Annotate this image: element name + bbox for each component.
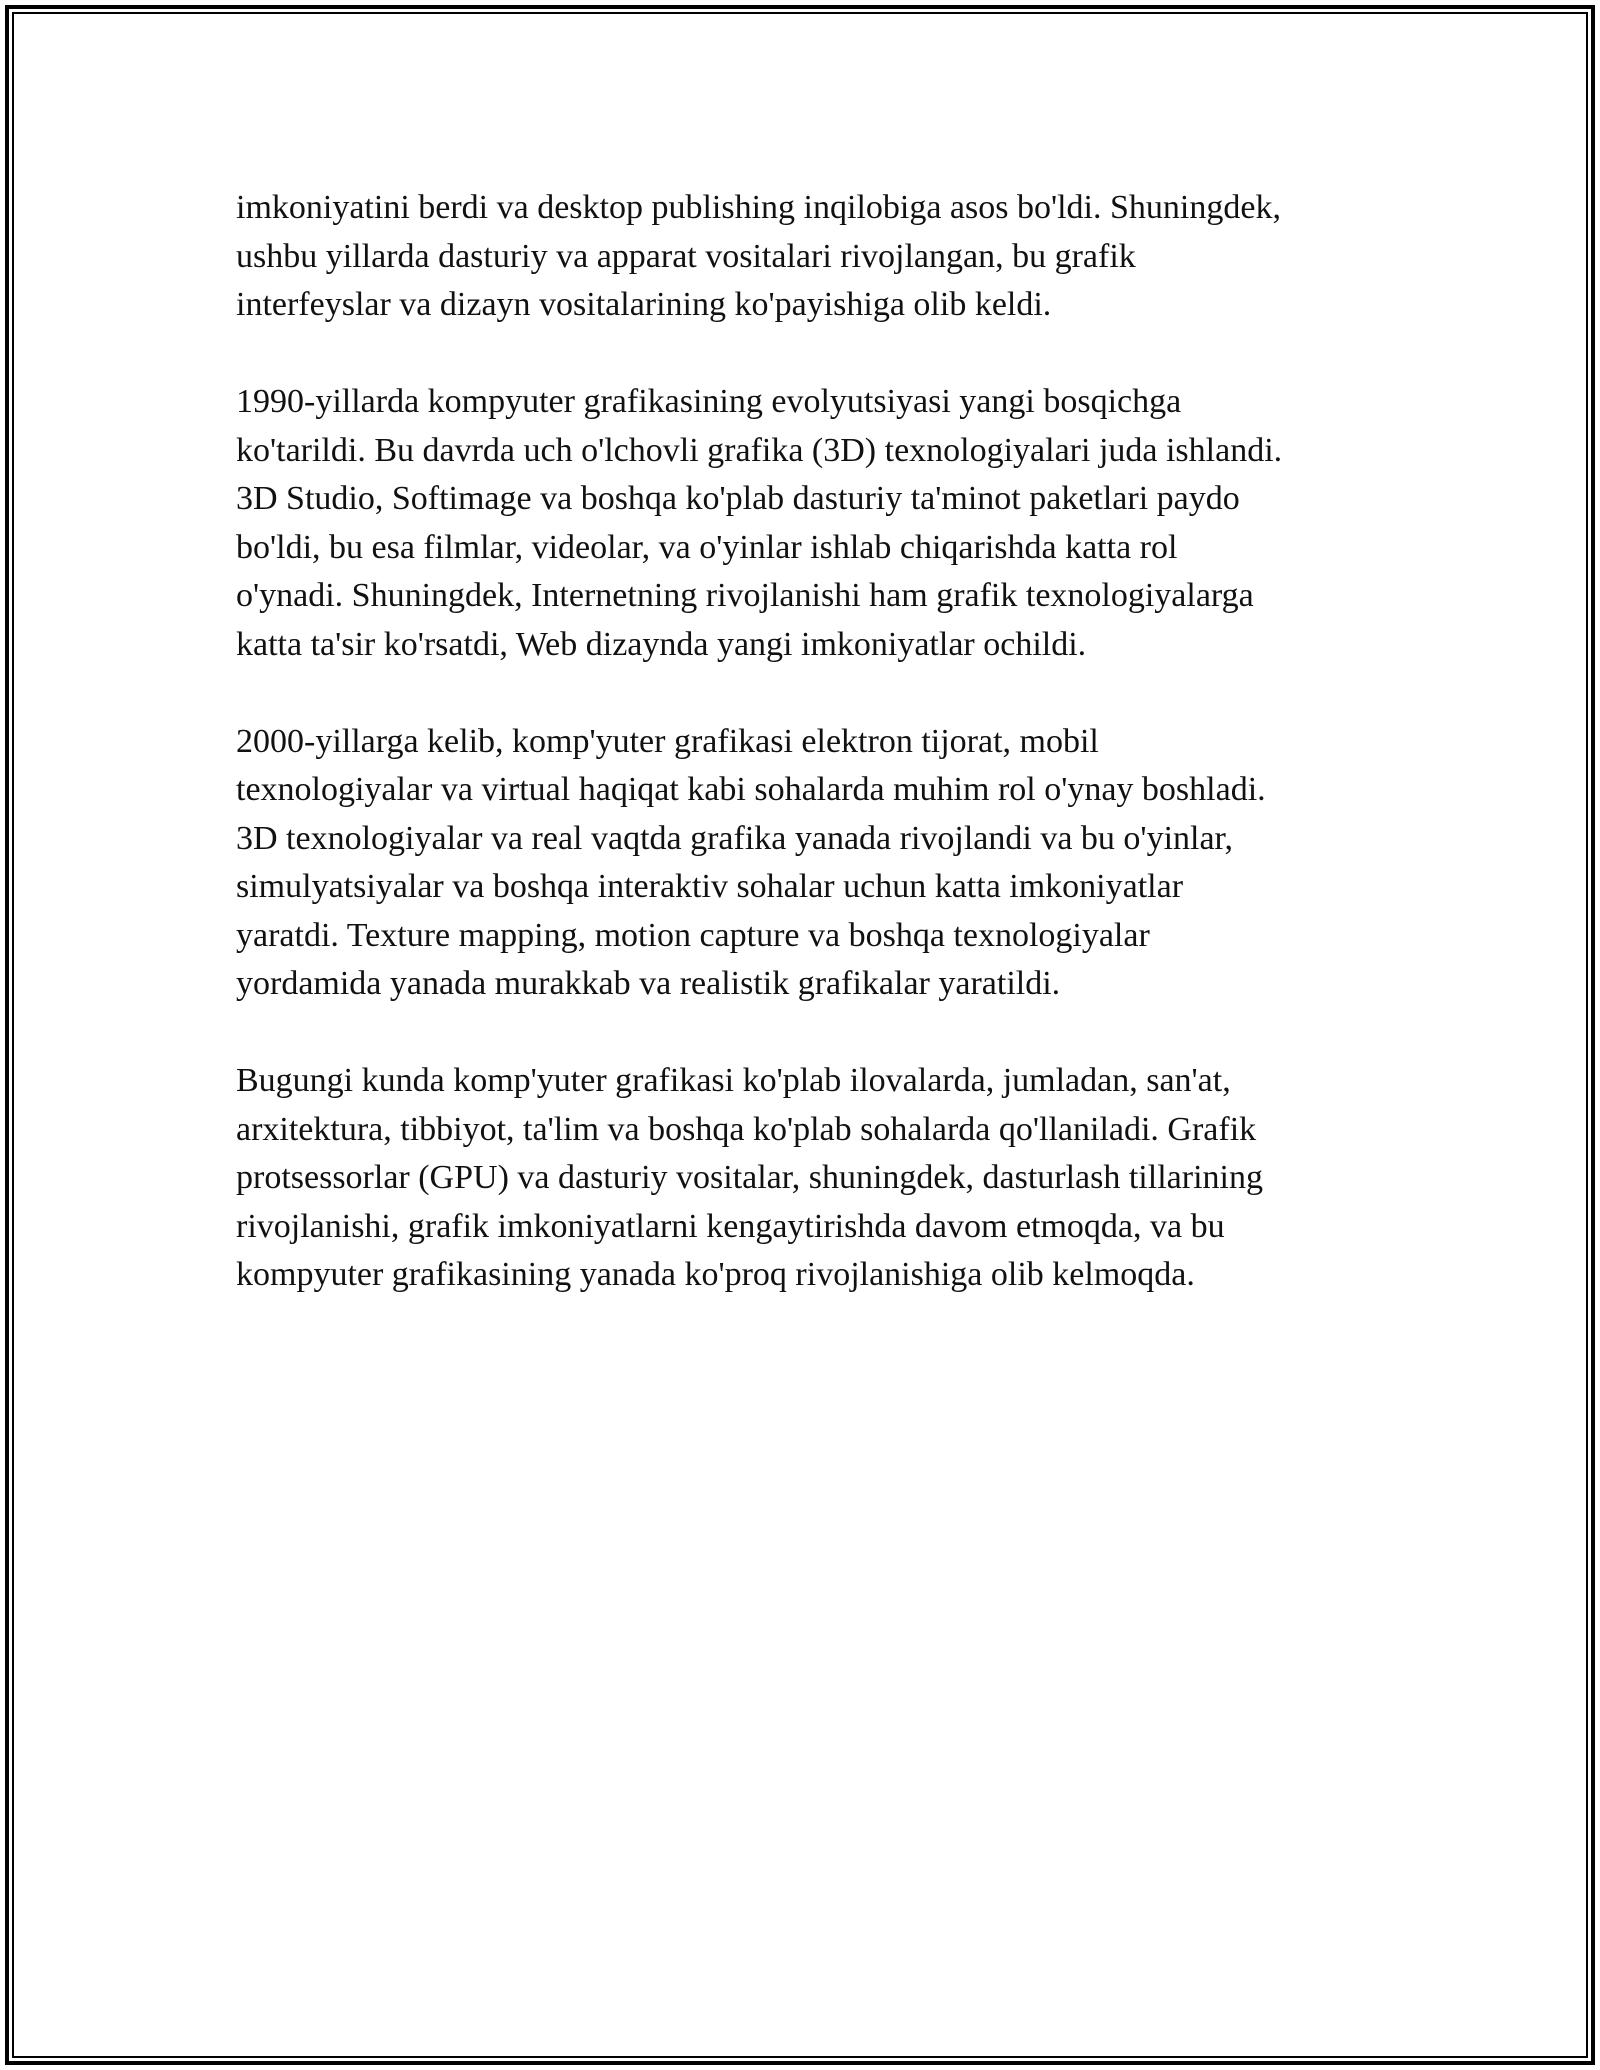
- paragraph-2: 1990-yillarda kompyuter grafikasining evolyutsiyasi yangi bosqichga ko'tarildi. Bu davrda uch o'lchovli grafika (3D) texnologiyalari juda ishlandi. 3D Studio, Softimage va boshqa ko'plab dasturiy ta'minot paketlari paydo bo'ldi, bu esa filmlar, videolar, va o'yinlar ishlab chiqarishda katta rol o'ynadi. Shuningdek, Internetning rivojlanishi ham grafik texnologiyalarga katta ta'sir ko'rsatdi, Web dizaynda yangi imkoniyatlar ochildi.: [236, 383, 1283, 663]
- document-body: [236, 184, 1371, 1348]
- paragraph-1: imkoniyatini berdi va desktop publishing inqilobiga asos bo'ldi. Shuningdek, ushbu yillarda dasturiy va apparat vositalari rivojlangan, bu grafik interfeyslar va dizayn vositalarining ko'payishiga olib keldi.: [236, 189, 1281, 323]
- paragraph-4: Bugungi kunda komp'yuter grafikasi ko'plab ilovalarda, jumladan, san'at, arxitektura, tibbiyot, ta'lim va boshqa ko'plab sohalarda qo'llaniladi. Grafik protsessorlar (GPU) va dasturiy vositalar, shuningdek, dasturlash tillarining rivojlanishi, grafik imkoniyatlarni kengaytirishda davom etmoqda, va bu kompyuter grafikasining yanada ko'proq rivojlanishiga olib kelmoqda.: [236, 1062, 1263, 1293]
- paragraph-3: 2000-yillarga kelib, komp'yuter grafikasi elektron tijorat, mobil texnologiyalar va virtual haqiqat kabi sohalarda muhim rol o'ynay boshladi. 3D texnologiyalar va real vaqtda grafika yanada rivojlandi va bu o'yinlar, simulyatsiyalar va boshqa interaktiv sohalar uchun katta imkoniyatlar yaratdi. Texture mapping, motion capture va boshqa texnologiyalar yordamida yanada murakkab va realistik grafikalar yaratildi.: [236, 722, 1266, 1002]
